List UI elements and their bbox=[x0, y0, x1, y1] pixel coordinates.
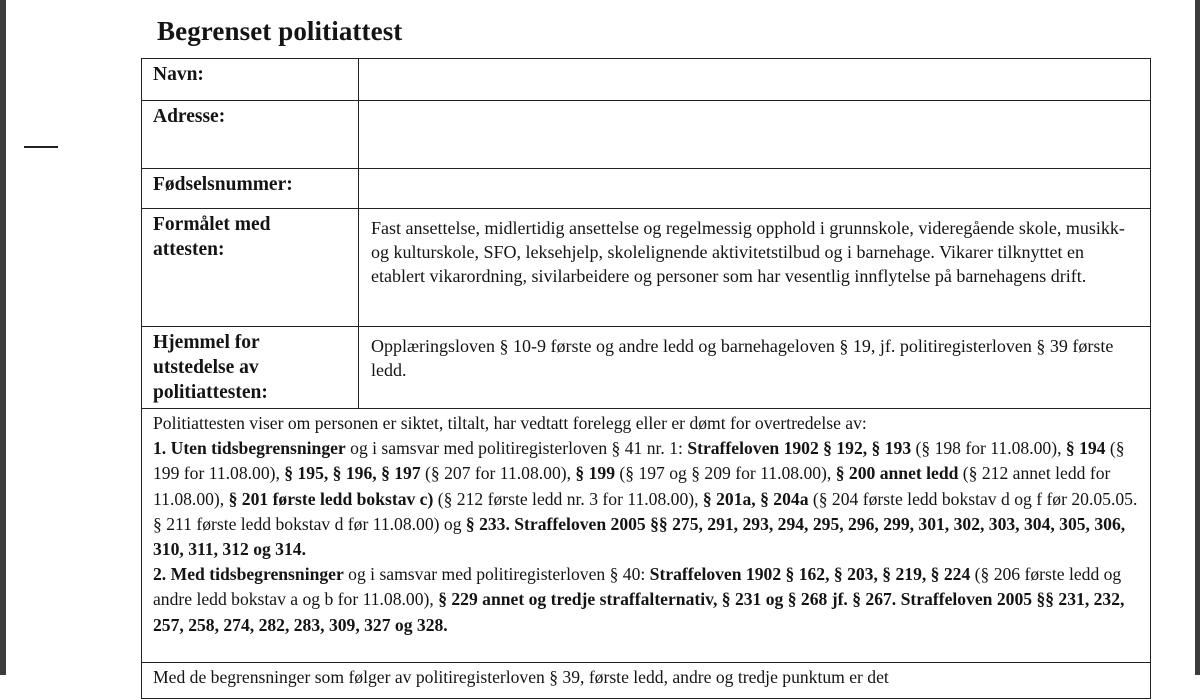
scan-edge-left bbox=[0, 0, 6, 675]
scan-edge-right bbox=[1195, 0, 1200, 675]
item1-bold: § 200 annet ledd bbox=[835, 463, 959, 484]
item2-bold: § 229 annet og tredje straffalternativ, § 231 og § 268 jf. § 267. Straffeloven 2005 §§ 231, 232, 257, 258, 274, 282, 283, 309, 327 og 328. bbox=[153, 589, 1125, 635]
item1-text: (§ 198 for 11.08.00), bbox=[911, 438, 1066, 459]
item1-text: (§ 199 for 11.08.00), bbox=[153, 438, 1125, 484]
description-intro: Politiattesten viser om personen er siktet, tiltalt, har vedtatt forelegg eller er dømt for overtredelse av: bbox=[153, 413, 867, 433]
label-fodselsnummer: Fødselsnummer: bbox=[142, 169, 359, 209]
label-hjemmel-line2: utstedelse av bbox=[153, 357, 259, 378]
label-adresse: Adresse: bbox=[142, 101, 359, 169]
item1-bold: § 201 første ledd bokstav c) bbox=[228, 488, 434, 509]
item1-bold: Straffeloven 1902 § 192, § 193 bbox=[687, 438, 912, 459]
item1-lead: Uten tidsbegrensninger bbox=[170, 438, 346, 459]
item2-text: og i samsvar med politiregisterloven § 40: bbox=[343, 564, 650, 585]
field-hjemmel: Opplæringsloven § 10-9 første og andre ledd og barnehageloven § 19, jf. politiregisterloven § 39 første ledd. bbox=[359, 327, 1151, 409]
document-title: Begrenset politiattest bbox=[157, 16, 403, 46]
item1-text: (§ 207 for 11.08.00), bbox=[420, 463, 576, 484]
item1-bold: § 199 bbox=[575, 463, 615, 484]
item1-text: og i samsvar med politiregisterloven § 41 nr. 1: bbox=[345, 438, 688, 459]
row-fodselsnummer bbox=[142, 169, 1151, 209]
item1-text: (§ 212 første ledd nr. 3 for 11.08.00), bbox=[433, 488, 703, 509]
item2-number: 2. bbox=[153, 564, 167, 585]
label-hjemmel-line3: politiattesten: bbox=[153, 382, 268, 403]
item1-text: (§ 197 og § 209 for 11.08.00), bbox=[615, 463, 836, 484]
label-hjemmel-line1: Hjemmel for bbox=[153, 332, 260, 353]
label-formalet-line2: attesten: bbox=[153, 239, 225, 260]
item1-bold: § 201a, § 204a bbox=[702, 488, 809, 509]
margin-mark bbox=[24, 146, 58, 148]
item1-text: (§ 204 første ledd bokstav d og f før 20.05.05. § 211 første ledd bokstav d før 11.08.00) og bbox=[153, 488, 1138, 534]
description-item-2 bbox=[153, 562, 1142, 638]
label-navn: Navn: bbox=[142, 59, 359, 101]
label-formalet bbox=[142, 209, 359, 327]
item2-text: (§ 206 første ledd og andre ledd bokstav a og b for 11.08.00), bbox=[153, 564, 1122, 610]
field-formalet: Fast ansettelse, midlertidig ansettelse og regelmessig opphold i grunnskole, videregående skole, musikk- og kulturskole, SFO, leksehjelp, skolelignende aktivitetstilbud og i barnehage. Vikarer tilknyttet en etablert vikarordning, sivilarbeidere og personer som har vesentlig innflytelse på barnehagens drift. bbox=[359, 209, 1151, 327]
item1-text: (§ 212 annet ledd for 11.08.00), bbox=[153, 463, 1111, 509]
item2-lead: Med tidsbegrensninger bbox=[170, 564, 344, 585]
row-hjemmel bbox=[142, 327, 1151, 409]
description-item-1 bbox=[153, 436, 1142, 562]
row-cut-off bbox=[142, 663, 1151, 699]
item1-bold: § 233. Straffeloven 2005 §§ 275, 291, 293, 294, 295, 296, 299, 301, 302, 303, 304, 305, 306, 310, 311, 312 og 314. bbox=[153, 513, 1126, 560]
item1-number: 1. bbox=[153, 438, 167, 459]
offense-description bbox=[142, 409, 1151, 663]
cut-off-text: Med de begrensninger som følger av politiregisterloven § 39, første ledd, andre og tredje punktum er det bbox=[142, 663, 1151, 699]
label-hjemmel bbox=[142, 327, 359, 409]
field-adresse[interactable] bbox=[359, 101, 1151, 169]
row-adresse bbox=[142, 101, 1151, 169]
item2-bold: Straffeloven 1902 § 162, § 203, § 219, § 224 bbox=[649, 564, 971, 585]
row-navn bbox=[142, 59, 1151, 101]
label-formalet-line1: Formålet med bbox=[153, 214, 271, 235]
row-formalet bbox=[142, 209, 1151, 327]
item1-bold: § 194 bbox=[1065, 438, 1106, 459]
field-fodselsnummer[interactable] bbox=[359, 169, 1151, 209]
row-description bbox=[142, 409, 1151, 663]
field-navn[interactable] bbox=[359, 59, 1151, 101]
item1-bold: § 195, § 196, § 197 bbox=[284, 463, 421, 484]
certificate-form-table bbox=[141, 58, 1151, 699]
